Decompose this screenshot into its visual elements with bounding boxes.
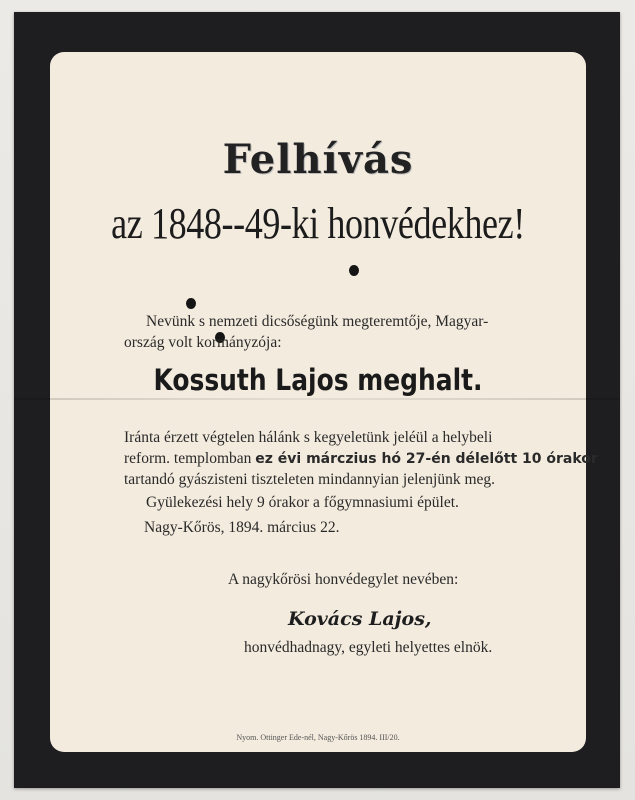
intro-line-1: Nevünk s nemzeti dicsőségünk megteremtője, Magyar-: [146, 313, 489, 330]
body-line-1: Iránta érzett végtelen hálánk s kegyeletünk jeléül a helybeli: [124, 429, 493, 446]
document-subtitle: az 1848--49-ki honvédekhez!: [111, 199, 525, 248]
date-line: Nagy-Kőrös, 1894. március 22.: [144, 519, 340, 536]
signer-title: honvédhadnagy, egyleti helyettes elnök.: [244, 639, 493, 656]
intro-line-2: ország volt kormányzója:: [124, 334, 282, 351]
body-line-2: [124, 450, 598, 468]
headline: Kossuth Lajos meghalt.: [153, 363, 483, 397]
pin-hole-2: [186, 298, 196, 309]
body-line-4: Gyülekezési hely 9 órakor a főgymnasiumi épület.: [146, 494, 459, 511]
signature: Kovács Lajos,: [288, 608, 432, 630]
body-line-3: tartandó gyászisteni tiszteleten mindannyian jelenjünk meg.: [124, 471, 496, 488]
printer-line: Nyom. Ottinger Ede-nél, Nagy-Kőrös 1894. III/20.: [236, 733, 400, 742]
body-line-2-bold: ez évi márczius hó 27-én délelőtt 10 órakor: [255, 451, 598, 467]
fold-line: [14, 398, 620, 400]
body-line-2-pre: reform. templomban: [124, 450, 252, 467]
document-title: Felhívás: [222, 136, 414, 183]
pin-hole-1: [349, 265, 359, 276]
on-behalf-line: A nagykőrösi honvédegylet nevében:: [228, 571, 459, 588]
